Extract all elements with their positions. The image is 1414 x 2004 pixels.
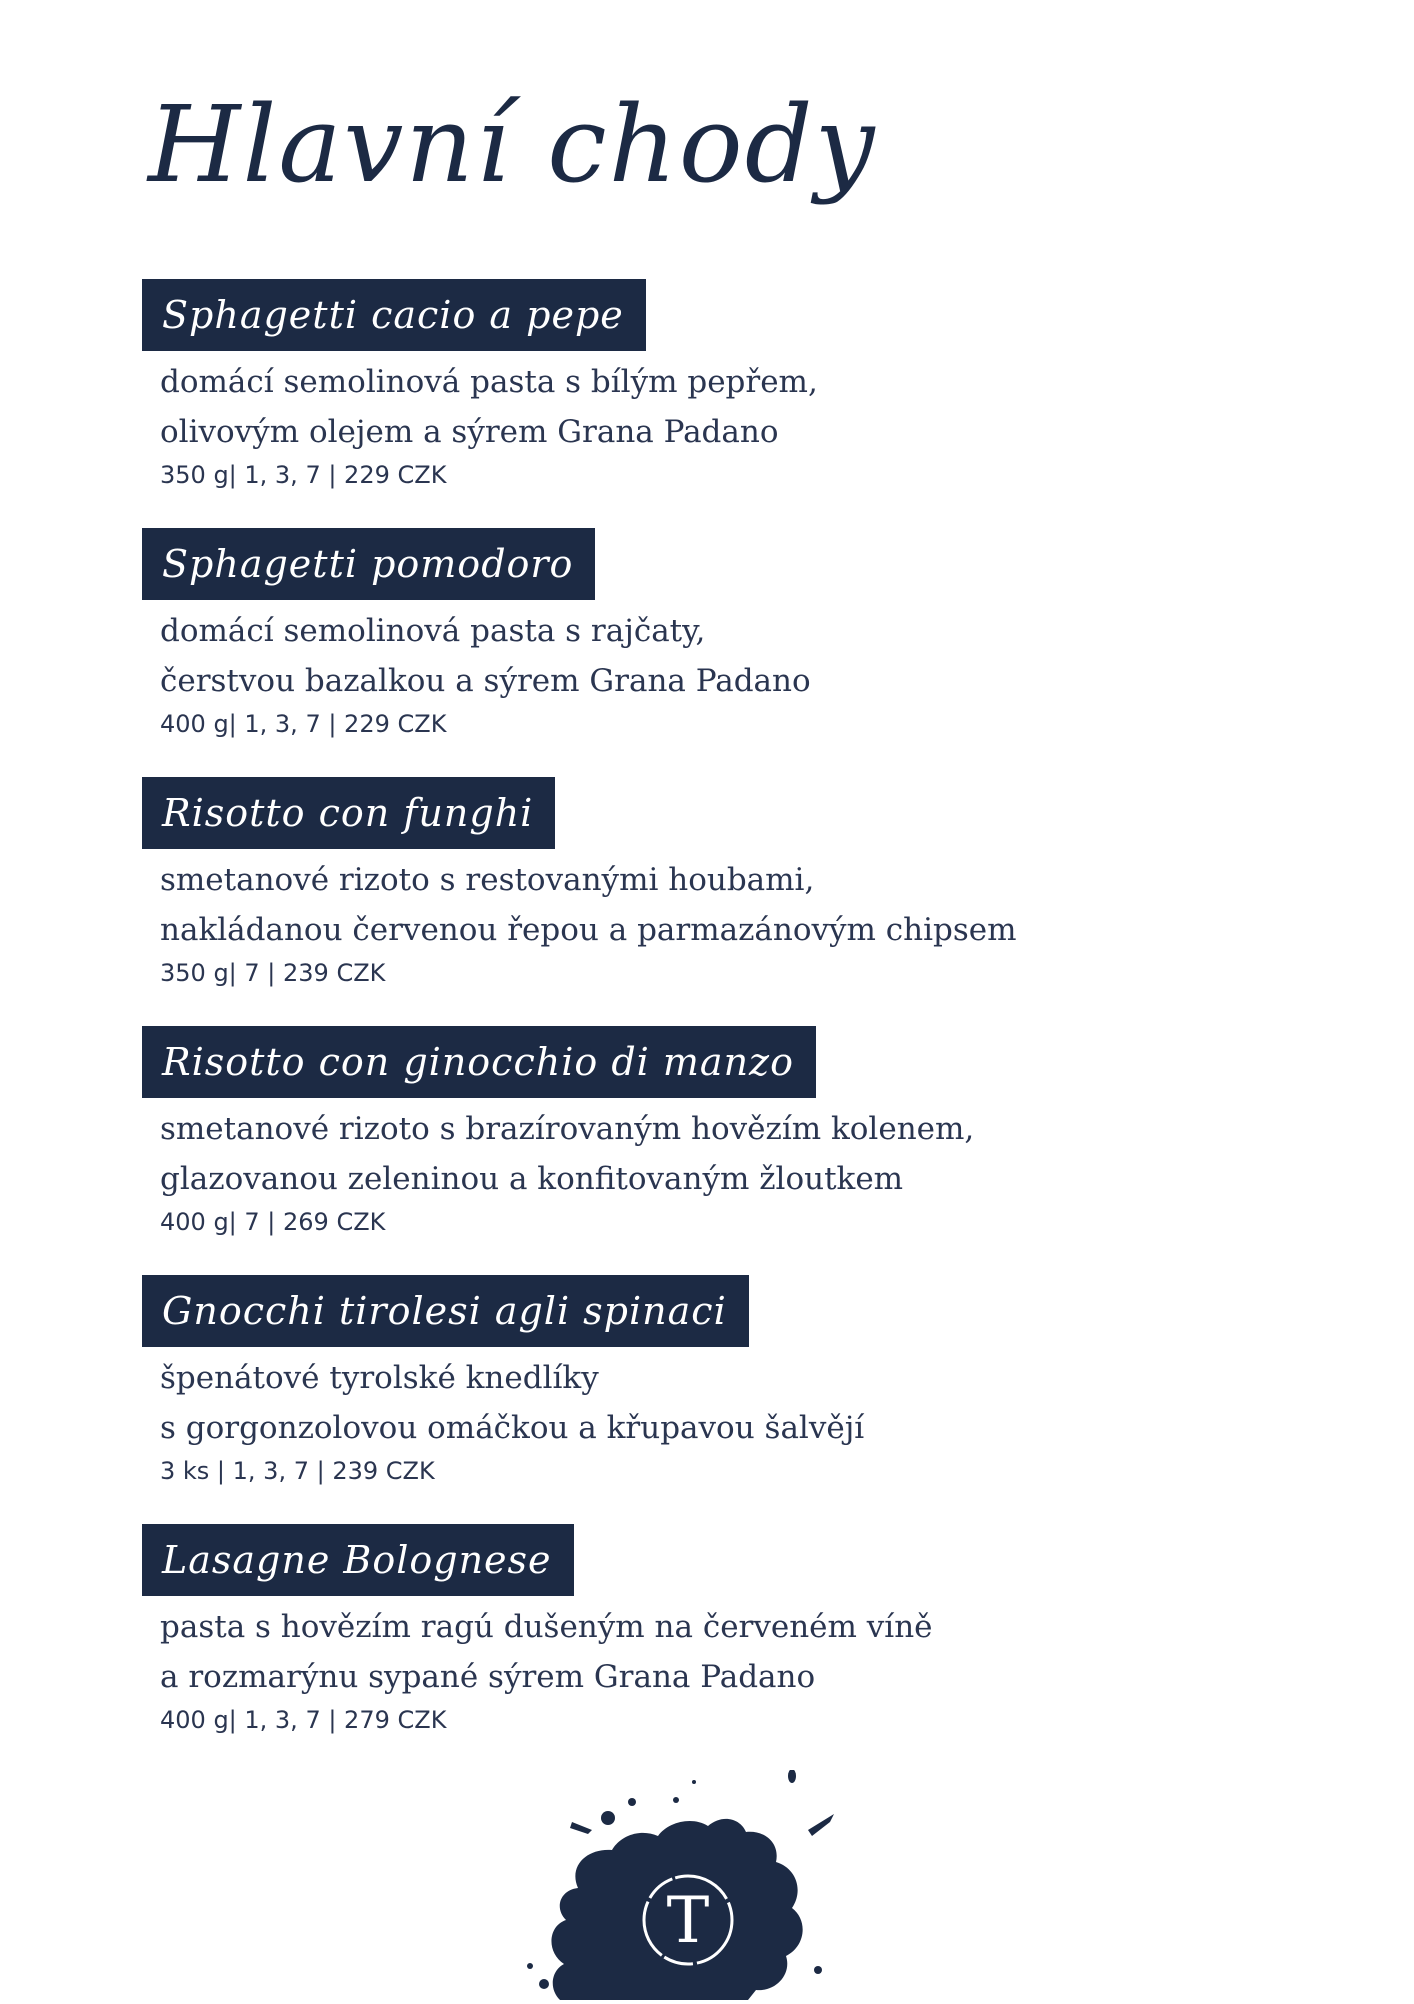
dish-weight-allergens-price: 350 g| 7 | 239 CZK	[160, 959, 386, 987]
logo-letter: T	[666, 1884, 710, 1958]
dish-name: Gnocchi tirolesi agli spinaci	[142, 1275, 749, 1347]
dish-weight-allergens-price: 400 g| 7 | 269 CZK	[160, 1208, 386, 1236]
dish-description-line: olivovým olejem a sýrem Grana Padano	[160, 414, 779, 450]
dish-weight-allergens-price: 400 g| 1, 3, 7 | 229 CZK	[160, 710, 447, 738]
dish-description-line: domácí semolinová pasta s rajčaty,	[160, 613, 706, 649]
dish-name: Sphagetti cacio a pepe	[142, 279, 646, 351]
menu-item	[142, 1524, 1272, 1773]
dish-weight-allergens-price: 400 g| 1, 3, 7 | 279 CZK	[160, 1706, 447, 1734]
dish-description-line: s gorgonzolovou omáčkou a křupavou šalvějí	[160, 1410, 865, 1446]
dish-name: Sphagetti pomodoro	[142, 528, 595, 600]
dish-description-line: smetanové rizoto s restovanými houbami,	[160, 862, 815, 898]
ink-splash-logo-icon	[508, 1770, 848, 2000]
dish-description-line: nakládanou červenou řepou a parmazánovým chipsem	[160, 912, 1017, 948]
page-title: Hlavní chody	[148, 83, 877, 206]
menu-item	[142, 279, 1272, 528]
dish-description-line: glazovanou zeleninou a konfitovaným žloutkem	[160, 1161, 904, 1197]
menu-list	[142, 279, 1272, 1773]
dish-name: Risotto con ginocchio di manzo	[142, 1026, 816, 1098]
dish-description-line: smetanové rizoto s brazírovaným hovězím kolenem,	[160, 1111, 975, 1147]
dish-name: Lasagne Bolognese	[142, 1524, 574, 1596]
menu-item	[142, 1275, 1272, 1524]
menu-item	[142, 528, 1272, 777]
menu-item	[142, 1026, 1272, 1275]
dish-name: Risotto con funghi	[142, 777, 555, 849]
dish-description-line: špenátové tyrolské knedlíky	[160, 1360, 599, 1396]
dish-description-line: a rozmarýnu sypané sýrem Grana Padano	[160, 1659, 816, 1695]
dish-description-line: pasta s hovězím ragú dušeným na červeném víně	[160, 1609, 933, 1645]
dish-description-line: domácí semolinová pasta s bílým pepřem,	[160, 364, 818, 400]
menu-item	[142, 777, 1272, 1026]
dish-description-line: čerstvou bazalkou a sýrem Grana Padano	[160, 663, 811, 699]
dish-weight-allergens-price: 3 ks | 1, 3, 7 | 239 CZK	[160, 1457, 435, 1485]
dish-weight-allergens-price: 350 g| 1, 3, 7 | 229 CZK	[160, 461, 447, 489]
